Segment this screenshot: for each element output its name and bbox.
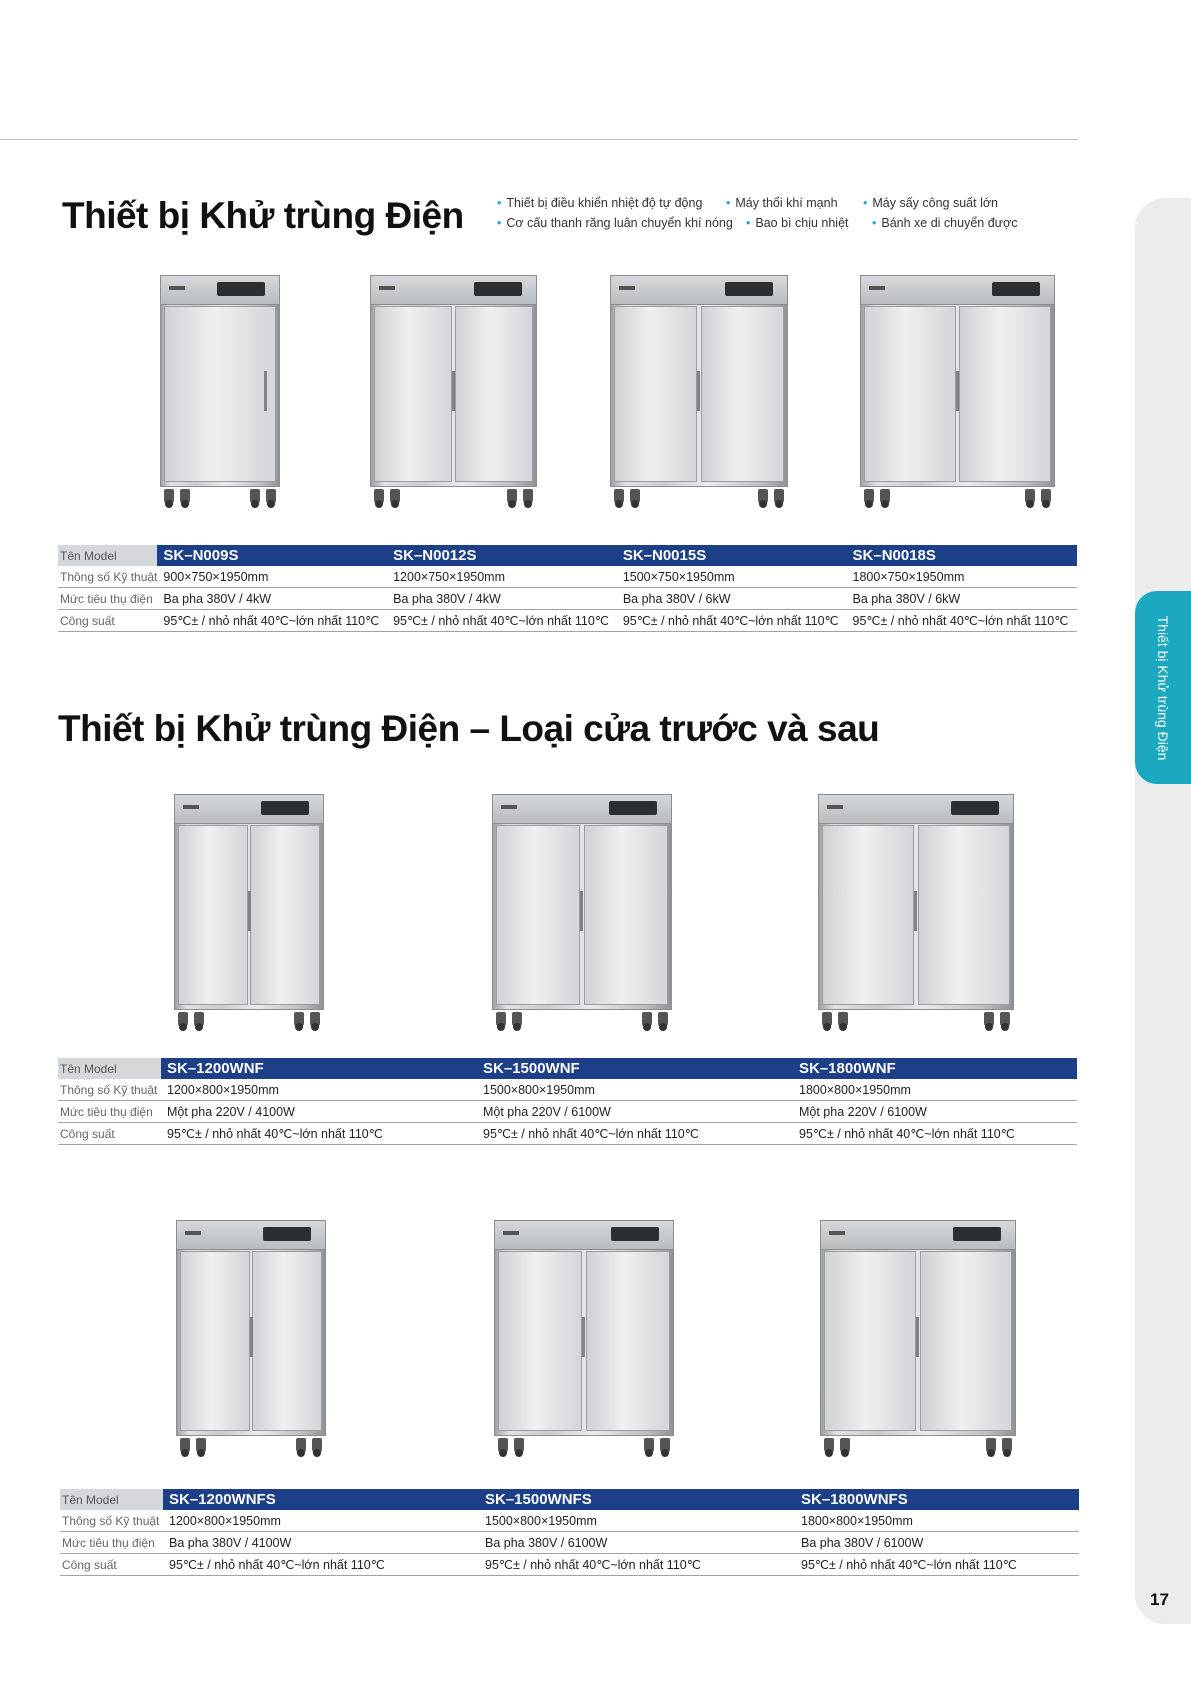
table-cell: Ba pha 380V / 6kW: [617, 588, 847, 610]
table-cell: Một pha 220V / 6100W: [477, 1101, 793, 1123]
spec-table-2: [58, 1058, 1077, 1145]
row-label: Mức tiêu thụ điện: [58, 588, 157, 610]
table-row: [60, 1489, 1079, 1510]
row-label: Tên Model: [60, 1489, 163, 1510]
model-name: SK–1200WNFS: [163, 1489, 479, 1510]
feature-item: • Cơ cấu thanh răng luân chuyển khí nóng: [497, 216, 733, 230]
product-image-sk-1800wnfs: [820, 1220, 1016, 1460]
product-image-sk-n009s: [160, 275, 280, 511]
table-cell: 95℃± / nhỏ nhất 40℃~lớn nhất 110℃: [617, 610, 847, 632]
table-row: [58, 566, 1077, 588]
table-cell: 95℃± / nhỏ nhất 40℃~lớn nhất 110℃: [157, 610, 387, 632]
table-cell: Ba pha 380V / 6100W: [479, 1532, 795, 1554]
side-tab[interactable]: [1135, 591, 1191, 784]
product-image-sk-1800wnf: [818, 794, 1014, 1034]
table-row: [58, 1101, 1077, 1123]
product-image-sk-n0018s: [860, 275, 1055, 511]
table-cell: Một pha 220V / 6100W: [793, 1101, 1077, 1123]
spec-table-1: [58, 545, 1077, 632]
feature-item: • Máy thổi khí mạnh: [726, 196, 838, 210]
table-cell: 1800×800×1950mm: [795, 1510, 1079, 1532]
table-cell: 95℃± / nhỏ nhất 40℃~lớn nhất 110℃: [795, 1554, 1079, 1576]
feature-item: • Bánh xe di chuyển được: [872, 216, 1017, 230]
model-name: SK–N009S: [157, 545, 387, 566]
table-row: [60, 1532, 1079, 1554]
table-cell: 1500×750×1950mm: [617, 566, 847, 588]
section2-title: Thiết bị Khử trùng Điện – Loại cửa trước và sau: [58, 708, 880, 749]
side-tab-label: Thiết bị Khử trùng Điện: [1155, 615, 1171, 760]
table-cell: Ba pha 380V / 4kW: [387, 588, 617, 610]
table-cell: 1800×750×1950mm: [847, 566, 1077, 588]
model-name: SK–1500WNFS: [479, 1489, 795, 1510]
row-label: Công suất: [58, 1123, 161, 1145]
table-row: [58, 1058, 1077, 1079]
product-image-sk-1200wnfs: [176, 1220, 326, 1460]
spec-table-3: [60, 1489, 1079, 1576]
row-label: Công suất: [58, 610, 157, 632]
table-cell: 95℃± / nhỏ nhất 40℃~lớn nhất 110℃: [163, 1554, 479, 1576]
model-name: SK–N0018S: [847, 545, 1077, 566]
row-label: Thông số Kỹ thuật: [60, 1510, 163, 1532]
table-cell: 900×750×1950mm: [157, 566, 387, 588]
feature-item: • Bao bì chịu nhiệt: [746, 216, 849, 230]
feature-item: • Thiết bị điều khiển nhiệt độ tự động: [497, 196, 702, 210]
table-cell: Ba pha 380V / 6kW: [847, 588, 1077, 610]
side-panel: [1135, 198, 1191, 1624]
table-row: [58, 610, 1077, 632]
section1-title: Thiết bị Khử trùng Điện: [62, 195, 464, 236]
top-divider: [0, 139, 1078, 140]
row-label: Thông số Kỹ thuật: [58, 566, 157, 588]
table-row: [58, 1123, 1077, 1145]
table-cell: 95℃± / nhỏ nhất 40℃~lớn nhất 110℃: [477, 1123, 793, 1145]
row-label: Mức tiêu thụ điện: [58, 1101, 161, 1123]
table-cell: 95℃± / nhỏ nhất 40℃~lớn nhất 110℃: [793, 1123, 1077, 1145]
table-row: [58, 588, 1077, 610]
model-name: SK–1800WNFS: [795, 1489, 1079, 1510]
table-row: [60, 1510, 1079, 1532]
product-image-sk-n0015s: [610, 275, 788, 511]
page-number: 17: [1150, 1590, 1169, 1609]
table-cell: 95℃± / nhỏ nhất 40℃~lớn nhất 110℃: [847, 610, 1077, 632]
product-image-sk-n0012s: [370, 275, 537, 511]
row-label: Tên Model: [58, 545, 157, 566]
table-cell: 1200×800×1950mm: [161, 1079, 477, 1101]
product-image-sk-1500wnfs: [494, 1220, 674, 1460]
model-name: SK–1200WNF: [161, 1058, 477, 1079]
product-image-sk-1200wnf: [174, 794, 324, 1034]
model-name: SK–1800WNF: [793, 1058, 1077, 1079]
table-cell: 1200×800×1950mm: [163, 1510, 479, 1532]
table-cell: 1800×800×1950mm: [793, 1079, 1077, 1101]
table-cell: 1500×800×1950mm: [479, 1510, 795, 1532]
product-image-sk-1500wnf: [492, 794, 672, 1034]
model-name: SK–1500WNF: [477, 1058, 793, 1079]
table-cell: Một pha 220V / 4100W: [161, 1101, 477, 1123]
table-cell: 95℃± / nhỏ nhất 40℃~lớn nhất 110℃: [387, 610, 617, 632]
table-cell: 1500×800×1950mm: [477, 1079, 793, 1101]
table-cell: 95℃± / nhỏ nhất 40℃~lớn nhất 110℃: [479, 1554, 795, 1576]
row-label: Thông số Kỹ thuật: [58, 1079, 161, 1101]
row-label: Mức tiêu thụ điện: [60, 1532, 163, 1554]
model-name: SK–N0012S: [387, 545, 617, 566]
table-cell: 1200×750×1950mm: [387, 566, 617, 588]
table-cell: 95℃± / nhỏ nhất 40℃~lớn nhất 110℃: [161, 1123, 477, 1145]
table-cell: Ba pha 380V / 4100W: [163, 1532, 479, 1554]
table-row: [58, 545, 1077, 566]
model-name: SK–N0015S: [617, 545, 847, 566]
row-label: Tên Model: [58, 1058, 161, 1079]
table-cell: Ba pha 380V / 6100W: [795, 1532, 1079, 1554]
row-label: Công suất: [60, 1554, 163, 1576]
table-row: [58, 1079, 1077, 1101]
table-row: [60, 1554, 1079, 1576]
feature-item: • Máy sấy công suất lớn: [863, 196, 998, 210]
table-cell: Ba pha 380V / 4kW: [157, 588, 387, 610]
